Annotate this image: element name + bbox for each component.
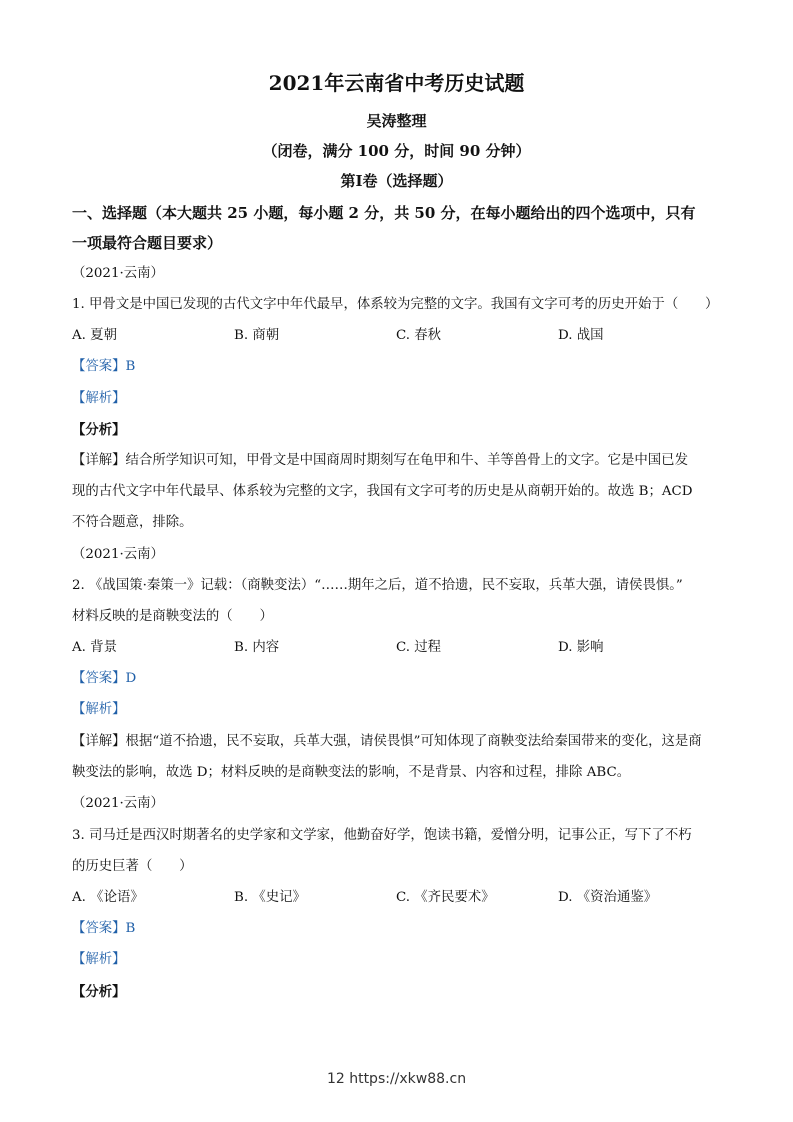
q2-detail-line1: 【详解】根据“道不拾遗，民不妄取，兵革大强，请侯畏惧”可知体现了商鞅变法给秦国带来的变化，这是商 — [72, 734, 702, 749]
q2-option-d: D. 影响 — [558, 640, 604, 655]
q3-option-a: A. 《论语》 — [72, 890, 144, 905]
section-heading-line1: 一、选择题（本大题共 25 小题，每小题 2 分，共 50 分，在每小题给出的四个选项中，只有 — [72, 204, 696, 222]
q2-detail-line2: 鞅变法的影响，故选 D；材料反映的是商鞅变法的影响，不是背景、内容和过程，排除 ABC。 — [72, 765, 631, 780]
q1-source: （2021·云南） — [72, 266, 164, 281]
q2-option-b: B. 内容 — [234, 640, 280, 655]
q2-source: （2021·云南） — [72, 547, 164, 562]
q3-option-d: D. 《资治通鉴》 — [558, 890, 658, 905]
q1-option-a: A. 夏朝 — [72, 328, 117, 343]
q3-option-c: C. 《齐民要术》 — [396, 890, 495, 905]
q3-answer: 【答案】B — [72, 921, 136, 936]
q1-answer: 【答案】B — [72, 359, 136, 374]
exam-info: （闭卷，满分 100 分，时间 90 分钟） — [262, 142, 531, 160]
q1-option-c: C. 春秋 — [396, 328, 442, 343]
q2-option-c: C. 过程 — [396, 640, 442, 655]
q2-answer: 【答案】D — [72, 671, 137, 686]
q2-stem-line1: 2. 《战国策·秦策一》记载：（商鞅变法）“……期年之后，道不拾遗，民不妄取，兵革大强，请侯畏惧。” — [72, 578, 683, 593]
q1-analysis-label: 【解析】 — [72, 391, 126, 406]
page-footer: 12 https://xkw88.cn — [326, 1071, 467, 1087]
page-title: 2021年云南省中考历史试题 — [268, 71, 525, 95]
q1-stem: 1. 甲骨文是中国已发现的古代文字中年代最早，体系较为完整的文字。我国有文字可考的历史开始于（ ） — [72, 297, 719, 312]
q3-stem-line1: 3. 司马迁是西汉时期著名的史学家和文学家，他勤奋好学，饱读书籍，爱憎分明，记事公正，写下了不朽 — [72, 828, 692, 843]
q1-option-b: B. 商朝 — [234, 328, 280, 343]
q1-detail-line1: 【详解】结合所学知识可知，甲骨文是中国商周时期刻写在龟甲和牛、羊等兽骨上的文字。它是中国已发 — [72, 453, 688, 468]
q3-analysis-label: 【解析】 — [72, 952, 126, 967]
q1-fenxi-label: 【分析】 — [72, 422, 126, 438]
q1-detail-line2: 现的古代文字中年代最早、体系较为完整的文字，我国有文字可考的历史是从商朝开始的。故选 B；ACD — [72, 484, 693, 499]
q3-source: （2021·云南） — [72, 796, 164, 811]
q1-detail-line3: 不符合题意，排除。 — [72, 515, 193, 530]
section-heading-line2: 一项最符合题目要求） — [72, 234, 223, 252]
volume-heading: 第Ⅰ卷（选择题） — [340, 172, 453, 190]
q3-option-b: B. 《史记》 — [234, 890, 306, 905]
q2-analysis-label: 【解析】 — [72, 702, 126, 717]
q3-stem-line2: 的历史巨著（ ） — [72, 859, 193, 874]
q2-stem-line2: 材料反映的是商鞅变法的（ ） — [72, 609, 273, 624]
q2-option-a: A. 背景 — [72, 640, 117, 655]
q1-option-d: D. 战国 — [558, 328, 604, 343]
q3-fenxi-label: 【分析】 — [72, 984, 126, 1000]
author-line: 吴涛整理 — [366, 112, 427, 130]
